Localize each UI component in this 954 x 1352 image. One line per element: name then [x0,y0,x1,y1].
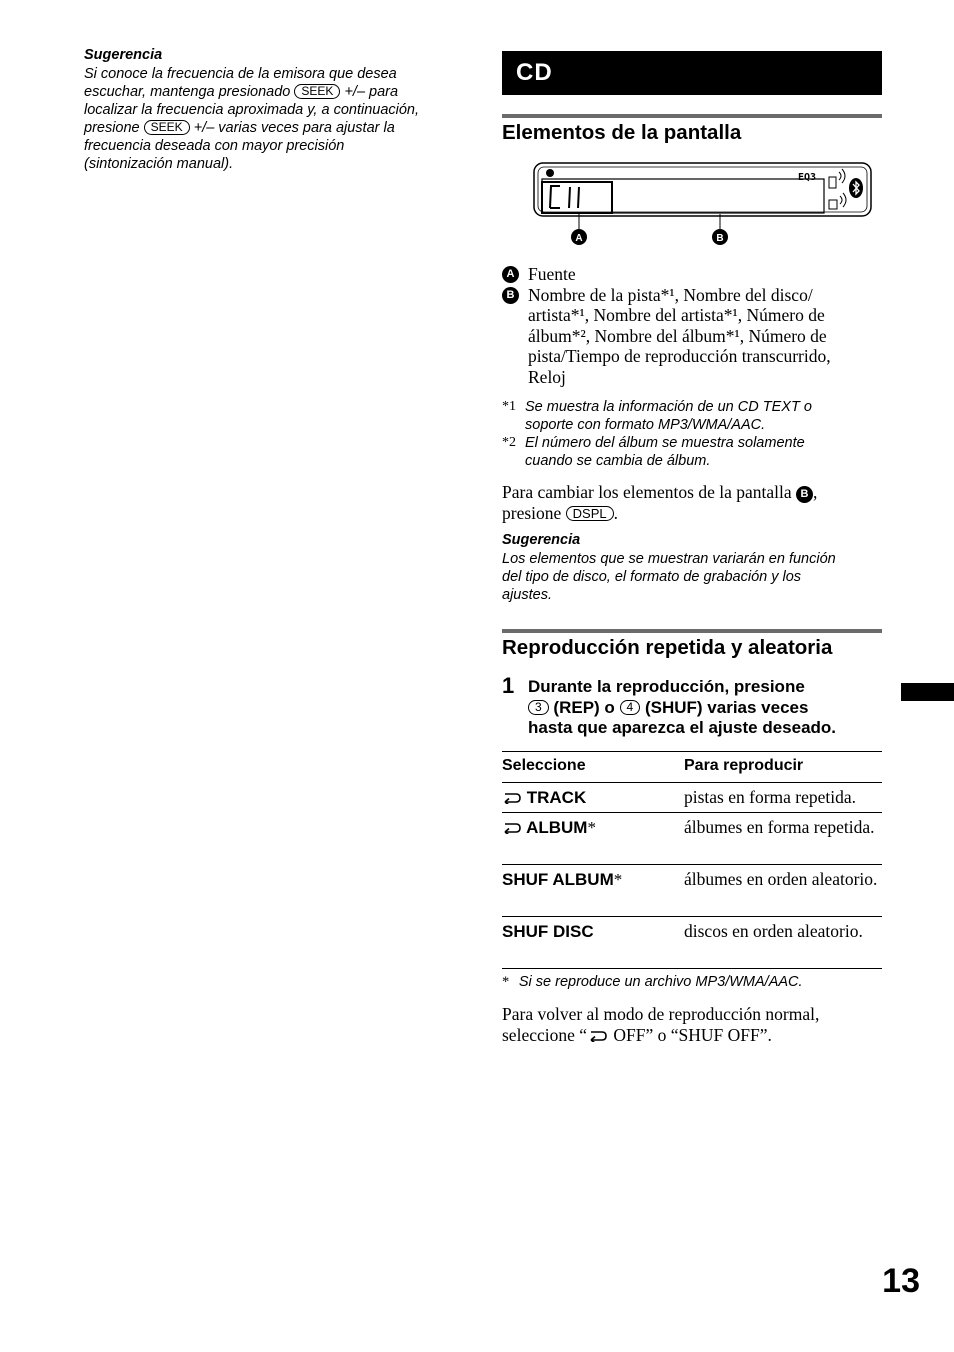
row-result: álbumes en orden aleatorio. [684,869,878,889]
left-tip-heading: Sugerencia [84,47,163,63]
marker-a-label: A [575,233,583,244]
footnote-2-text: El número del álbum se muestra solamente cuando se cambia de álbum. [525,435,805,469]
cd-section-banner [502,51,882,95]
seek-key: SEEK [144,120,190,135]
left-tip-body [84,65,464,173]
table-row [502,783,882,813]
repeat-section-heading: Reproducción repetida y aleatoria [502,636,833,659]
item-b-text [528,285,888,388]
left-tip-line: localizar la frecuencia aproximada y, a continuación, [84,102,420,118]
lcd-eq-label: EQ3 [798,172,817,183]
page-number: 13 [882,1262,920,1300]
row-result: álbumes en forma repetida. [684,817,875,837]
seek-key: SEEK [294,84,340,99]
table-footnote: * Si se reproduce un archivo MP3/WMA/AAC. [502,974,803,990]
table-header-row [502,752,882,783]
item-b-line: Reloj [528,366,566,387]
row-select: TRACK [502,783,684,813]
left-tip-line: escuchar, mantenga presionado SEEK +/– para [84,84,399,100]
display-items [502,264,882,388]
bluetooth-icon [849,178,863,198]
repeat-icon [587,1030,609,1042]
change-display-instruction: Para cambiar los elementos de la pantalla B , presione DSPL . [502,482,818,523]
item-b-line: artista*¹, Nombre del artista*¹, Número de [528,305,825,325]
cd-banner-title: CD [516,59,553,86]
section-edge-tab [901,683,954,701]
col-header-result: Para reproducir [684,757,804,774]
marker-a-badge: A [502,266,519,283]
table-row [502,865,882,917]
row-result: discos en orden aleatorio. [684,921,863,941]
key-3: 3 [528,700,549,715]
item-a-label: Fuente [528,264,576,284]
section-rule [502,629,882,633]
footnote-2 [502,434,882,470]
item-b-line: pista/Tiempo de reproducción transcurrido, [528,346,831,366]
marker-b-badge: B [502,287,519,304]
display-tip-heading: Sugerencia [502,532,581,548]
table-row [502,917,882,969]
footnote-2-mark: *2 [502,435,516,450]
marker-b-label: B [716,233,724,244]
left-tip-line: presione SEEK +/– varias veces para ajustar la [84,120,395,136]
step-number: 1 [502,673,515,698]
key-4: 4 [620,700,641,715]
repeat-icon [502,792,522,804]
left-tip-line: (sintonización manual). [84,156,234,172]
row-result: pistas en forma repetida. [684,787,857,807]
item-b-line: álbum*², Nombre del álbum*¹, Número de [528,325,827,346]
table-row [502,813,882,865]
footnote-1-text: Se muestra la información de un CD TEXT o soporte con formato MP3/WMA/AAC. [525,399,812,433]
row-select: ALBUM* [502,813,684,865]
footnote-1-mark: *1 [502,399,516,414]
dspl-key: DSPL [566,506,614,521]
repeat-table [502,751,882,969]
marker-b-badge: B [796,486,813,503]
row-select: SHUF DISC [502,922,594,941]
item-a [502,264,882,285]
footnote-1 [502,398,882,434]
left-tip-line: Si conoce la frecuencia de la emisora que desea [84,66,397,82]
left-tip-line: frecuencia deseada con mayor precisión [84,138,345,154]
disc-icon [546,169,554,177]
section-rule [502,114,882,118]
display-illustration [502,160,882,252]
step-instruction: Durante la reproducción, presione 3 (REP) o 4 (SHUF) varias veces hasta que aparezca el ajuste deseado. [528,677,837,737]
row-select: SHUF ALBUM* [502,870,623,889]
normal-mode-instruction: Para volver al modo de reproducción normal, seleccione “ OFF” o “SHUF OFF”. [502,1004,820,1045]
item-b-line: Nombre de la pista*¹, Nombre del disco/ [528,284,813,305]
display-section-heading: Elementos de la pantalla [502,121,742,144]
repeat-icon [502,822,522,834]
display-tip-body: Los elementos que se muestran variarán en función del tipo de disco, el formato de grabación y los ajustes. [502,551,836,603]
col-header-select: Seleccione [502,757,586,774]
item-b [502,285,882,388]
lcd-frame [534,163,871,216]
